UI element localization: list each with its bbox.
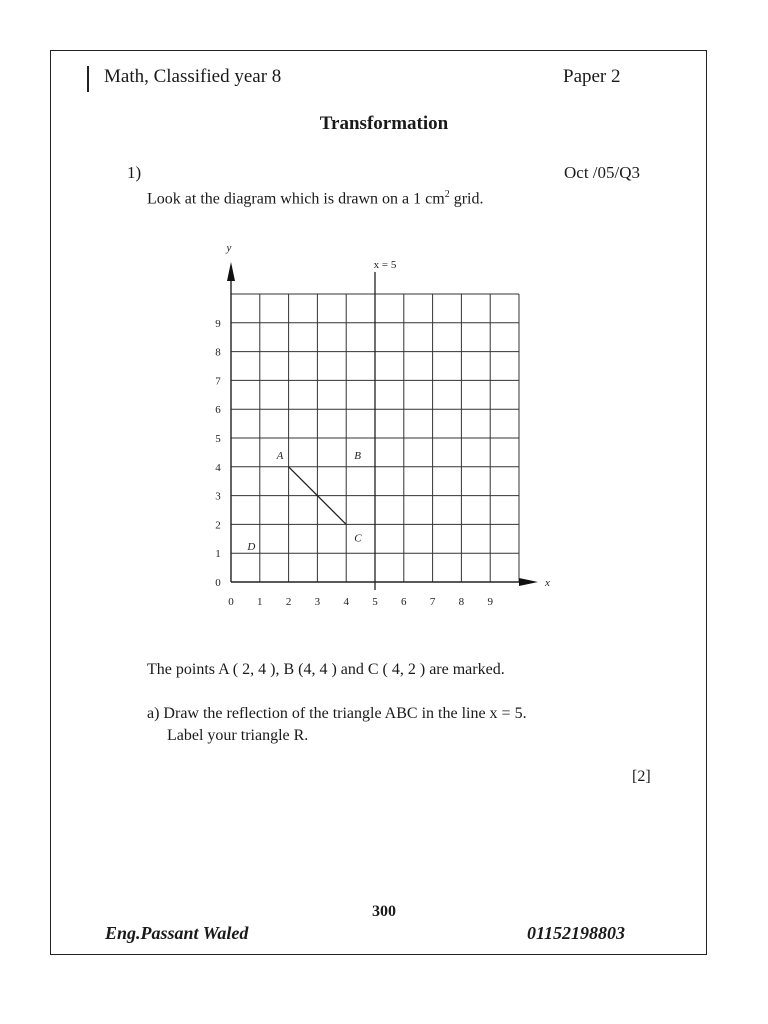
x-tick-label: 1 <box>257 596 263 608</box>
part-a-instruction-2: Label your triangle R. <box>167 727 309 744</box>
intro-text: Look at the diagram which is drawn on a 1 cm <box>147 190 445 208</box>
part-a-instruction: a) Draw the reflection of the triangle ABC in the line x = 5. <box>147 705 527 722</box>
y-tick-label: 2 <box>215 519 221 532</box>
y-tick-label: 6 <box>215 404 221 417</box>
points-statement: The points A ( 2, 4 ), B (4, 4 ) and C ( 4, 2 ) are marked. <box>147 661 505 678</box>
x-tick-label: 3 <box>314 596 321 608</box>
y-tick-label: 1 <box>215 548 221 561</box>
coordinate-grid-diagram <box>195 236 575 616</box>
point-labels <box>246 450 362 553</box>
x-tick-label: 7 <box>429 596 436 608</box>
point-label-b: B <box>354 449 361 462</box>
x-tick-label: 5 <box>372 596 378 608</box>
x-axis-label: x <box>545 577 550 589</box>
x-tick-label: 6 <box>401 596 407 608</box>
intro-text-end: grid. <box>449 190 484 208</box>
x-tick-label: 0 <box>228 596 234 608</box>
author: Eng.Passant Waled <box>105 923 249 943</box>
x-tick-label: 4 <box>343 596 349 608</box>
y-tick-label: 5 <box>215 433 221 445</box>
section-title: Transformation <box>319 113 449 134</box>
x-tick-label: 8 <box>458 596 465 608</box>
intro-superscript: 2 <box>444 189 450 200</box>
point-label-a: A <box>276 449 284 462</box>
question-reference: Oct /05/Q3 <box>564 163 641 182</box>
page-number: 300 <box>372 903 396 920</box>
header-title: Math, Classified year 8 <box>104 66 282 87</box>
point-label-d: D <box>247 541 256 554</box>
mirror-line-label: x = 5 <box>373 259 397 271</box>
y-tick-label: 8 <box>215 346 221 359</box>
y-axis-label: y <box>226 242 232 254</box>
y-axis-arrow <box>227 262 235 281</box>
y-tick-label: 9 <box>215 317 221 330</box>
y-tick-label: 4 <box>215 461 221 474</box>
x-axis-arrow <box>519 578 538 586</box>
phone-number: 01152198803 <box>527 923 626 943</box>
question-intro <box>147 189 483 208</box>
question-number: 1) <box>127 163 142 182</box>
marks: [2] <box>632 768 651 785</box>
axes <box>227 262 538 590</box>
x-tick-label: 9 <box>487 596 493 608</box>
x-tick-label: 2 <box>285 596 292 608</box>
header-paper: Paper 2 <box>563 66 621 87</box>
y-tick-label: 3 <box>215 490 221 503</box>
header-margin-bar <box>87 66 89 92</box>
y-tick-label: 7 <box>215 375 221 388</box>
y-tick-label: 0 <box>215 577 221 589</box>
point-label-c: C <box>354 532 362 545</box>
